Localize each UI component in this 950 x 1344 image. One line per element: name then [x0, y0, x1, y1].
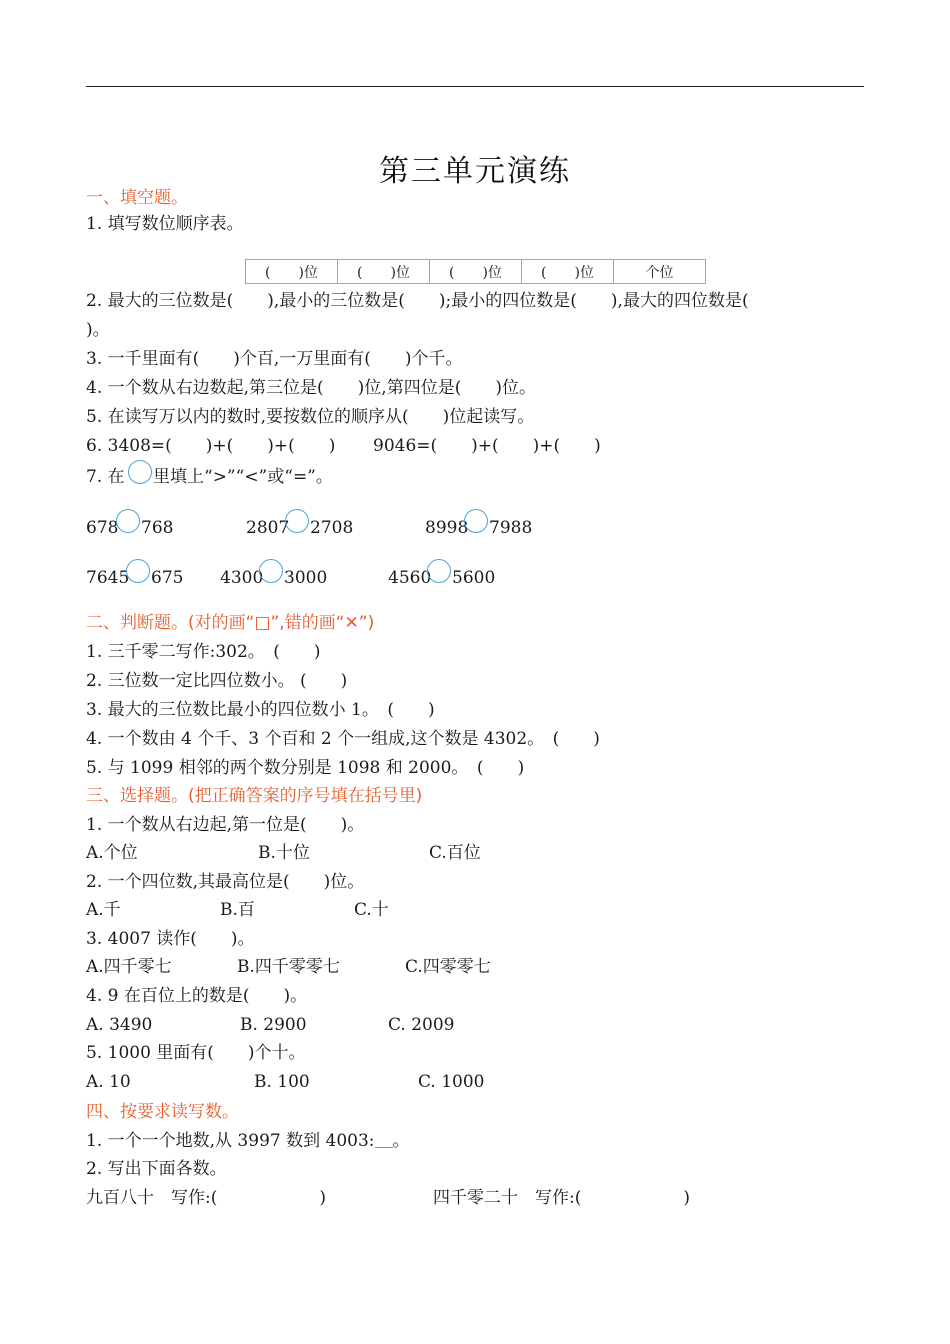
choice-option-b[interactable]: B.四千零零七	[237, 957, 340, 977]
choice-option-c[interactable]: C.百位	[429, 843, 481, 863]
compare-circle-input[interactable]	[126, 559, 150, 583]
compare-left: 4300	[220, 568, 264, 588]
compare-right: 5600	[452, 568, 496, 588]
judge-item: 4. 一个数由 4 个千、3 个百和 2 个一组成,这个数是 4302。 ( )	[86, 729, 600, 749]
place-cell-ones: 个位	[614, 260, 706, 284]
place-cell-4[interactable]: ( )位	[522, 260, 614, 284]
compare-circle-input[interactable]	[285, 509, 309, 533]
section-4-heading: 四、按要求读写数。	[86, 1102, 239, 1122]
question-4-2: 2. 写出下面各数。	[86, 1159, 227, 1179]
choice-option-a[interactable]: A. 10	[86, 1072, 131, 1092]
choice-option-b[interactable]: B.十位	[258, 843, 310, 863]
question-1-1: 1. 填写数位顺序表。	[86, 214, 244, 234]
compare-circle-input[interactable]	[259, 559, 283, 583]
choice-option-a[interactable]: A. 3490	[86, 1015, 153, 1035]
question-4-1-end: 。	[392, 1131, 410, 1151]
question-1-2: 2. 最大的三位数是( ),最小的三位数是( );最小的四位数是( ),最大的四位数是(	[86, 291, 749, 311]
compare-left: 8998	[425, 518, 469, 538]
choice-option-c[interactable]: C. 2009	[388, 1015, 455, 1035]
choice-option-b[interactable]: B.百	[220, 900, 255, 920]
compare-right: 2708	[310, 518, 354, 538]
choice-option-b[interactable]: B. 100	[254, 1072, 310, 1092]
compare-right: 3000	[284, 568, 328, 588]
choice-option-a[interactable]: A.千	[86, 900, 121, 920]
top-rule	[86, 86, 864, 87]
compare-circle-input[interactable]	[116, 509, 140, 533]
compare-circle-icon	[128, 460, 152, 484]
compare-circle-input[interactable]	[427, 559, 451, 583]
choice-question: 5. 1000 里面有( )个十。	[86, 1043, 306, 1063]
question-1-4: 4. 一个数从右边数起,第三位是( )位,第四位是( )位。	[86, 378, 536, 398]
choice-question: 4. 9 在百位上的数是( )。	[86, 986, 308, 1006]
choice-option-c[interactable]: C.四零零七	[405, 957, 491, 977]
compare-left: 678	[86, 518, 119, 538]
judge-item: 5. 与 1099 相邻的两个数分别是 1098 和 2000。 ( )	[86, 758, 525, 778]
judge-item: 3. 最大的三位数比最小的四位数小 1。 ( )	[86, 700, 435, 720]
compare-right: 675	[151, 568, 184, 588]
judge-item: 2. 三位数一定比四位数小。 ( )	[86, 671, 348, 691]
place-cell-1[interactable]: ( )位	[246, 260, 338, 284]
judge-item: 1. 三千零二写作:302。 ( )	[86, 642, 321, 662]
compare-right: 7988	[489, 518, 533, 538]
compare-left: 2807	[246, 518, 290, 538]
question-1-3: 3. 一千里面有( )个百,一万里面有( )个千。	[86, 349, 463, 369]
choice-option-c[interactable]: C. 1000	[418, 1072, 485, 1092]
choice-option-a[interactable]: A.个位	[86, 843, 138, 863]
question-1-7-a: 7. 在	[86, 467, 125, 487]
question-1-7-b: 里填上“>”“<”或“=”。	[153, 467, 333, 487]
choice-option-b[interactable]: B. 2900	[240, 1015, 307, 1035]
choice-question: 2. 一个四位数,其最高位是( )位。	[86, 872, 365, 892]
place-cell-3[interactable]: ( )位	[430, 260, 522, 284]
choice-question: 3. 4007 读作( )。	[86, 929, 255, 949]
question-1-6-b: 9046=( )+( )+( )	[373, 436, 601, 456]
choice-option-c[interactable]: C.十	[354, 900, 389, 920]
page-title: 第三单元演练	[379, 154, 571, 189]
question-1-6-a: 6. 3408=( )+( )+( )	[86, 436, 336, 456]
section-1-heading: 一、填空题。	[86, 188, 188, 208]
place-value-table	[245, 259, 706, 284]
place-cell-2[interactable]: ( )位	[338, 260, 430, 284]
question-4-1	[86, 1130, 410, 1152]
choice-option-a[interactable]: A.四千零七	[86, 957, 172, 977]
write-number-b: 四千零二十 写作:( )	[433, 1188, 690, 1208]
compare-right: 768	[141, 518, 174, 538]
compare-left: 7645	[86, 568, 130, 588]
section-3-heading: 三、选择题。(把正确答案的序号填在括号里)	[86, 786, 423, 806]
question-4-1-text: 1. 一个一个地数,从 3997 数到 4003:	[86, 1131, 375, 1151]
compare-left: 4560	[388, 568, 432, 588]
compare-circle-input[interactable]	[464, 509, 488, 533]
answer-blank[interactable]	[375, 1133, 393, 1148]
section-2-heading: 二、判断题。(对的画“□”,错的画“✕”)	[86, 613, 375, 633]
choice-question: 1. 一个数从右边起,第一位是( )。	[86, 815, 365, 835]
question-1-5: 5. 在读写万以内的数时,要按数位的顺序从( )位起读写。	[86, 407, 535, 427]
write-number-a: 九百八十 写作:( )	[86, 1188, 326, 1208]
question-1-2-cont: )。	[86, 320, 110, 340]
